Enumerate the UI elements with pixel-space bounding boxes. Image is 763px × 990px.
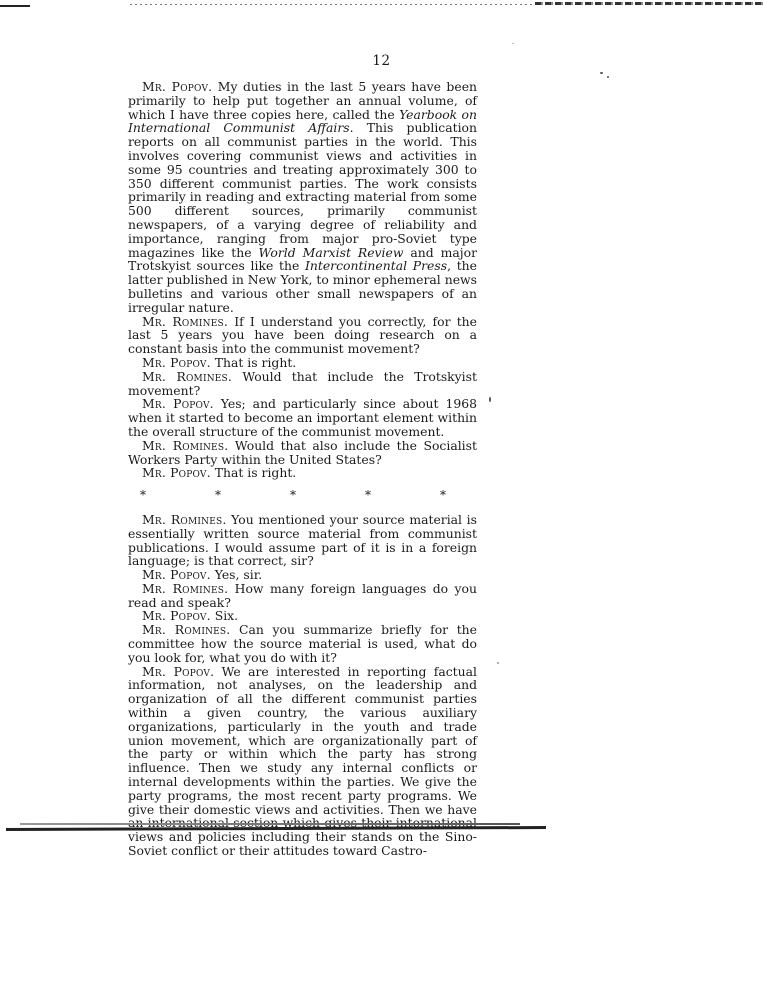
- scan-artifact-bottom: [20, 823, 540, 831]
- statement-text: Yes, sir.: [210, 567, 263, 583]
- speaker-name: Mr. Popov.: [142, 663, 215, 679]
- transcript-paragraph: [128, 80, 477, 315]
- asterisk: *: [440, 488, 446, 503]
- statement-text: Yes; and particularly since about 1968 when it started to become an important element within the overall structure of the communist movement.: [128, 396, 477, 439]
- statement-text: Would that also include the Socialist Workers Party within the United States?: [128, 437, 477, 467]
- publication-title: Yearbook on International Communist Affairs: [128, 106, 478, 136]
- asterisk: *: [290, 488, 296, 503]
- speaker-name: Mr. Popov.: [142, 79, 213, 94]
- transcript-paragraph: [128, 609, 477, 623]
- transcript-paragraph: [128, 439, 477, 467]
- hearing-transcript: [128, 80, 477, 858]
- statement-text: We are interested in reporting factual information, not analyses, on the leadership and organization of all the different communist parties within a given country, the various auxiliary organizations, particularly in the youth and trade union movement, which are organizationally part of the party or within which the party has strong influence. Then we study any internal conflicts or internal developments within the parties. We give the party programs, the most recent party programs. We give their domestic views and activities. Then we have views and policies including their stands on the Sino-Soviet conflict or their attitudes toward Castro-: [128, 663, 477, 859]
- scan-speck: [607, 76, 609, 78]
- speaker-name: Mr. Romines.: [142, 622, 231, 638]
- speaker-name: Mr. Popov.: [142, 465, 211, 481]
- statement-text: If I understand you correctly, for the last 5 years you have been doing research on a constant basis into the communist movement?: [128, 313, 477, 357]
- statement-text: How many foreign languages do you read and speak?: [128, 580, 477, 610]
- scan-speck: [489, 397, 491, 402]
- publication-title: Intercontinental Press: [305, 258, 448, 274]
- section-break-asterisks: [140, 489, 446, 503]
- statement-text: You mentioned your source material is essentially written source material from communist publications. I would assume part of it is in a foreign language; is that correct, sir?: [128, 511, 477, 569]
- asterisk: *: [365, 488, 371, 503]
- asterisk: *: [140, 488, 146, 503]
- statement-text: My duties in the last 5 years have been primarily to help put together an annual volume, of which I have three copies here, called the: [128, 79, 478, 122]
- transcript-paragraph: [128, 397, 477, 438]
- statement-text: Six.: [210, 608, 239, 624]
- speaker-name: Mr. Romines.: [142, 313, 229, 329]
- statement-text: and major Trotskyist sources like the: [128, 244, 477, 274]
- transcript-paragraph: [128, 568, 477, 582]
- asterisk: *: [215, 488, 221, 503]
- speaker-name: Mr. Popov.: [142, 396, 214, 412]
- transcript-paragraph: [128, 370, 477, 398]
- statement-text: , the latter published in New York, to minor ephemeral news bulletins and various other small newspapers of an irregular nature.: [128, 258, 477, 315]
- speaker-name: Mr. Romines.: [142, 511, 227, 527]
- statement-text: That is right.: [210, 465, 297, 481]
- speaker-name: Mr. Popov.: [142, 567, 211, 583]
- speaker-name: Mr. Popov.: [142, 608, 211, 624]
- transcript-paragraph: [128, 623, 477, 664]
- scan-speck: [600, 72, 603, 74]
- scan-artifact-top: [0, 2, 763, 6]
- statement-text: Would that include the Trotskyist movement?: [128, 368, 477, 398]
- transcript-paragraph: [128, 513, 477, 568]
- transcript-paragraph: [128, 466, 477, 480]
- transcript-paragraph: [128, 356, 477, 370]
- publication-title: World Marxist Review: [258, 244, 404, 260]
- speaker-name: Mr. Romines.: [142, 437, 229, 453]
- scan-speck: [497, 662, 499, 664]
- transcript-paragraph: [128, 582, 477, 610]
- transcript-paragraph: [128, 315, 477, 356]
- statement-text: . This publication reports on all communist parties in the world. This involves covering communist views and activities in some 95 countries and treating approximately 300 to 350 different communist parties. The work consists primarily in reading and extracting material from some 500 different sources, primarily communist newspapers, of a varying degree of reliability and importance, ranging from major pro-Soviet type magazines like the: [128, 120, 477, 260]
- scan-speck: [512, 43, 514, 44]
- transcript-block-before-break: [128, 80, 477, 480]
- speaker-name: Mr. Popov.: [142, 354, 211, 370]
- statement-text: That is right.: [210, 354, 297, 370]
- statement-text: Can you summarize briefly for the committee how the source material is used, what do you look for, what you do with it?: [128, 622, 477, 665]
- transcript-block-after-break: [128, 513, 477, 858]
- speaker-name: Mr. Romines.: [142, 580, 229, 596]
- page-number: 12: [372, 53, 391, 69]
- speaker-name: Mr. Romines.: [142, 368, 233, 384]
